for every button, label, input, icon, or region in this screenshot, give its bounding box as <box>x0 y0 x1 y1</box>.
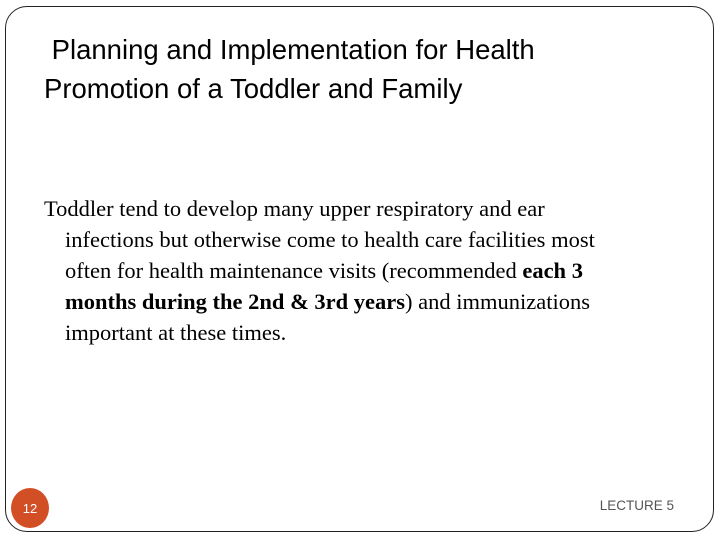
page-number-badge: 12 <box>11 488 49 528</box>
body-line <box>44 286 595 317</box>
body-emphasis: months during the 2nd & 3rd years <box>65 289 406 314</box>
body-text: often for health maintenance visits (recommended <box>65 258 523 283</box>
body-line: important at these times. <box>65 320 287 345</box>
body-line <box>44 255 595 286</box>
slide-title <box>44 30 535 108</box>
title-line: Promotion of a Toddler and Family <box>44 73 463 104</box>
body-line: infections but otherwise come to health care facilities most <box>65 227 595 252</box>
body-text: ) and immunizations <box>405 289 591 314</box>
slide-body <box>44 193 595 348</box>
body-emphasis: each 3 <box>522 258 583 283</box>
footer-text: LECTURE 5 <box>599 498 674 513</box>
title-line: Planning and Implementation for Health <box>44 34 535 65</box>
body-line: Toddler tend to develop many upper respiratory and ear <box>44 196 545 221</box>
